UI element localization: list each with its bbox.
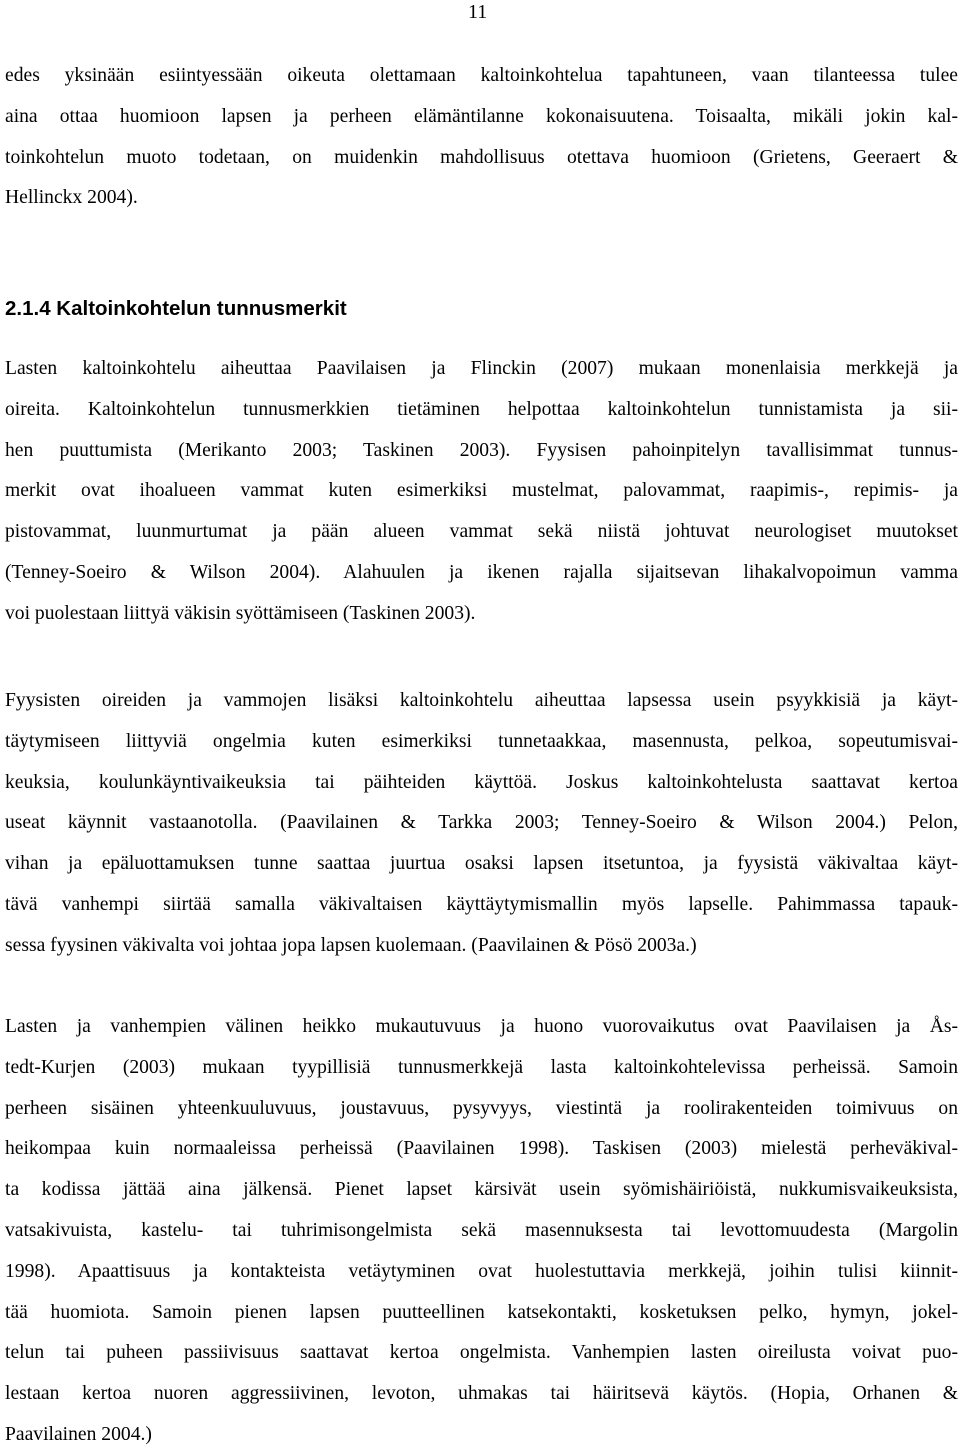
page-number: 11 [468,1,488,23]
text-line: tedt-Kurjen (2003) mukaan tyypillisiä tunnusmerkkejä lasta kaltoinkohtelevissa perheissä. Samoin [5,1056,958,1078]
text-line: ta kodissa jättää aina jälkensä. Pienet lapset kärsivät usein syömishäiriöistä, nukkumisvaikeuksista, [5,1179,958,1201]
text-line: oireita. Kaltoinkohtelun tunnusmerkkien tietäminen helpottaa kaltoinkohtelun tunnistamista ja sii- [5,398,958,420]
text-line: hen puuttumista (Merikanto 2003; Taskinen 2003). Fyysisen pahoinpitelyn tavallisimmat tunnus- [5,439,958,461]
text-line: Hellinckx 2004). [5,187,138,209]
text-line: Paavilainen 2004.) [5,1423,152,1445]
text-line: tävä vanhempi siirtää samalla väkivaltaisen käyttäytymismallin myös lapselle. Pahimmassa tapauk- [5,893,958,915]
text-line: merkit ovat ihoalueen vammat kuten esimerkiksi mustelmat, palovammat, raapimis-, repimis- ja [5,480,958,502]
text-line: tää huomiota. Samoin pienen lapsen puutteellinen katsekontakti, kosketuksen pelko, hymyn, jokel- [5,1301,958,1323]
text-line: keuksia, koulunkäyntivaikeuksia tai päihteiden käyttöä. Joskus kaltoinkohtelusta saattavat kertoa [5,771,958,793]
paragraph-4 [5,1007,958,1456]
text-line: voi puolestaan liittyä väkisin syöttämiseen (Taskinen 2003). [5,602,476,624]
section-heading: 2.1.4 Kaltoinkohtelun tunnusmerkit [5,297,347,320]
text-line: pistovammat, luunmurtumat ja pään alueen vammat sekä niistä johtuvat neurologiset muutokset [5,521,958,543]
text-line: lestaan kertoa nuoren aggressiivinen, levoton, uhmakas tai häiritsevä käytös. (Hopia, Orhanen & [5,1383,958,1405]
paragraph-1 [5,56,958,219]
paragraph-2 [5,349,958,635]
text-line: Fyysisten oireiden ja vammojen lisäksi kaltoinkohtelu aiheuttaa lapsessa usein psyykkisiä ja käyt- [5,690,958,711]
text-line: edes yksinään esiintyessään oikeuta olettamaan kaltoinkohtelua tapahtuneen, vaan tilanteessa tulee [5,65,958,86]
text-line: Lasten ja vanhempien välinen heikko mukautuvuus ja huono vuorovaikutus ovat Paavilaisen ja Ås- [5,1016,958,1037]
text-line: aina ottaa huomioon lapsen ja perheen elämäntilanne kokonaisuutena. Toisaalta, mikäli jokin kal- [5,105,958,127]
text-line: toinkohtelun muoto todetaan, on muidenkin mahdollisuus otettava huomioon (Grietens, Geeraert & [5,146,958,168]
text-line: useat käynnit vastaanotolla. (Paavilainen & Tarkka 2003; Tenney-Soeiro & Wilson 2004.) Pelon, [5,812,958,834]
text-line: perheen sisäinen yhteenkuuluvuus, joustavuus, pysyvyys, viestintä ja roolirakenteiden toimivuus on [5,1097,958,1119]
text-line: sessa fyysinen väkivalta voi johtaa jopa lapsen kuolemaan. (Paavilainen & Pösö 2003a.) [5,934,697,956]
text-line: telun tai puheen passiivisuus saattavat kertoa ongelmista. Vanhempien lasten oireilusta voivat puo- [5,1342,958,1364]
text-line: Lasten kaltoinkohtelu aiheuttaa Paavilaisen ja Flinckin (2007) mukaan monenlaisia merkkejä ja [5,358,958,379]
text-line: 1998). Apaattisuus ja kontakteista vetäytyminen ovat huolestuttavia merkkejä, joihin tulisi kiinnit- [5,1260,958,1282]
text-line: heikompaa kuin normaaleissa perheissä (Paavilainen 1998). Taskisen (2003) mielestä perheväkival- [5,1138,958,1160]
paragraph-3 [5,681,958,967]
text-line: täytymiseen liittyviä ongelmia kuten esimerkiksi tunnetaakkaa, masennusta, pelkoa, sopeutumisvai- [5,730,958,752]
text-line: (Tenney-Soeiro & Wilson 2004). Alahuulen ja ikenen rajalla sijaitsevan lihakalvopoimun vamma [5,561,958,583]
text-line: vihan ja epäluottamuksen tunne saattaa juurtua osaksi lapsen itsetuntoa, ja fyysistä väkivaltaa käyt- [5,853,958,875]
text-line: vatsakivuista, kastelu- tai tuhrimisongelmista sekä masennuksesta tai levottomuudesta (Margolin [5,1219,958,1241]
